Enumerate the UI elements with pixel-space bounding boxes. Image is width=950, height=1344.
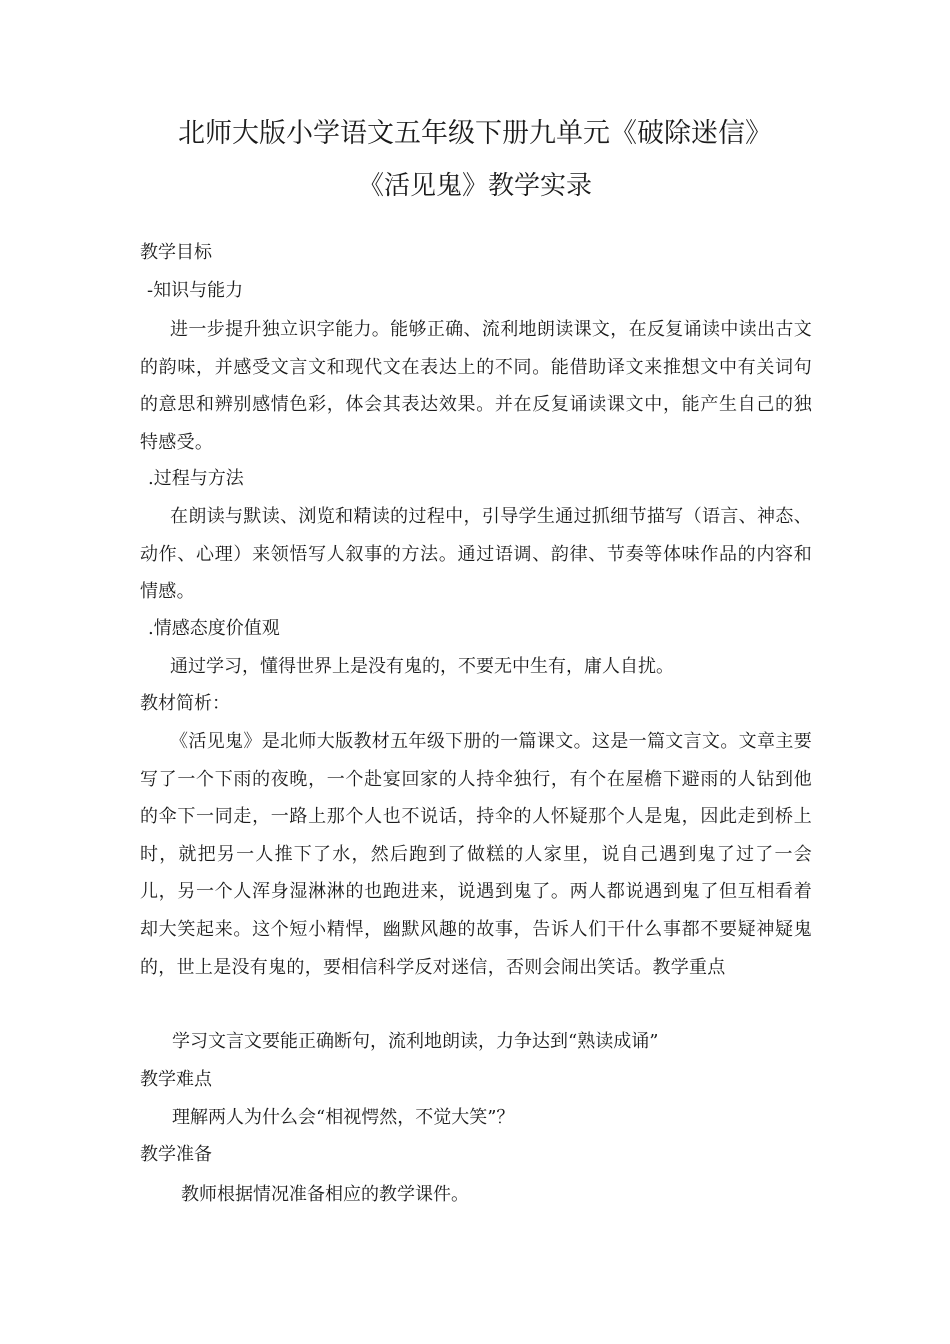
objectives-heading: 教学目标 xyxy=(140,242,212,263)
knowledge-label: -知识与能力 xyxy=(147,280,244,301)
process-label: .过程与方法 xyxy=(148,468,244,489)
difficulty-heading: 教学难点 xyxy=(140,1069,212,1090)
analysis-paragraph: 《活见鬼》是北师大版教材五年级下册的一篇课文。这是一篇文言文。文章主要写了一个下雨的夜晚，一个赴宴回家的人持伞独行，有个在屋檐下避雨的人钻到他的伞下一同走，一路上那个人也不说话，持伞的人怀疑那个人是鬼，因此走到桥上时，就把另一人推下了水，然后跑到了做糕的人家里，说自己遇到鬼了过了一会儿，另一个人浑身湿淋淋的也跑进来，说遇到鬼了。两人都说遇到鬼了但互相看着却大笑起来。这个短小精悍，幽默风趣的故事，告诉人们干什么事都不要疑神疑鬼的，世上是没有鬼的，要相信科学反对迷信，否则会闹出笑话。教学重点 xyxy=(140,731,812,978)
difficulty-paragraph: 理解两人为什么会“相视愕然，不觉大笑”？ xyxy=(172,1107,515,1128)
emotion-label: .情感态度价值观 xyxy=(148,618,280,639)
key-point-paragraph: 学习文言文要能正确断句，流利地朗读，力争达到“熟读成诵” xyxy=(172,1031,659,1052)
preparation-heading: 教学准备 xyxy=(140,1144,212,1165)
process-paragraph: 在朗读与默读、浏览和精读的过程中，引导学生通过抓细节描写（语言、神态、动作、心理）来领悟写人叙事的方法。通过语调、韵律、节奏等体味作品的内容和情感。 xyxy=(140,506,812,603)
analysis-heading: 教材简析： xyxy=(140,693,230,714)
knowledge-paragraph: 进一步提升独立识字能力。能够正确、流利地朗读课文，在反复诵读中读出古文的韵味，并感受文言文和现代文在表达上的不同。能借助译文来推想文中有关词句的意思和辨别感情色彩，体会其表达效果。并在反复诵读课文中，能产生自己的独特感受。 xyxy=(140,319,812,453)
preparation-paragraph: 教师根据情况准备相应的教学课件。 xyxy=(181,1184,469,1205)
document-subtitle: 《活见鬼》教学实录 xyxy=(357,171,592,201)
document-title: 北师大版小学语文五年级下册九单元《破除迷信》 xyxy=(178,118,772,149)
emotion-paragraph: 通过学习，懂得世界上是没有鬼的，不要无中生有，庸人自扰。 xyxy=(170,656,674,677)
